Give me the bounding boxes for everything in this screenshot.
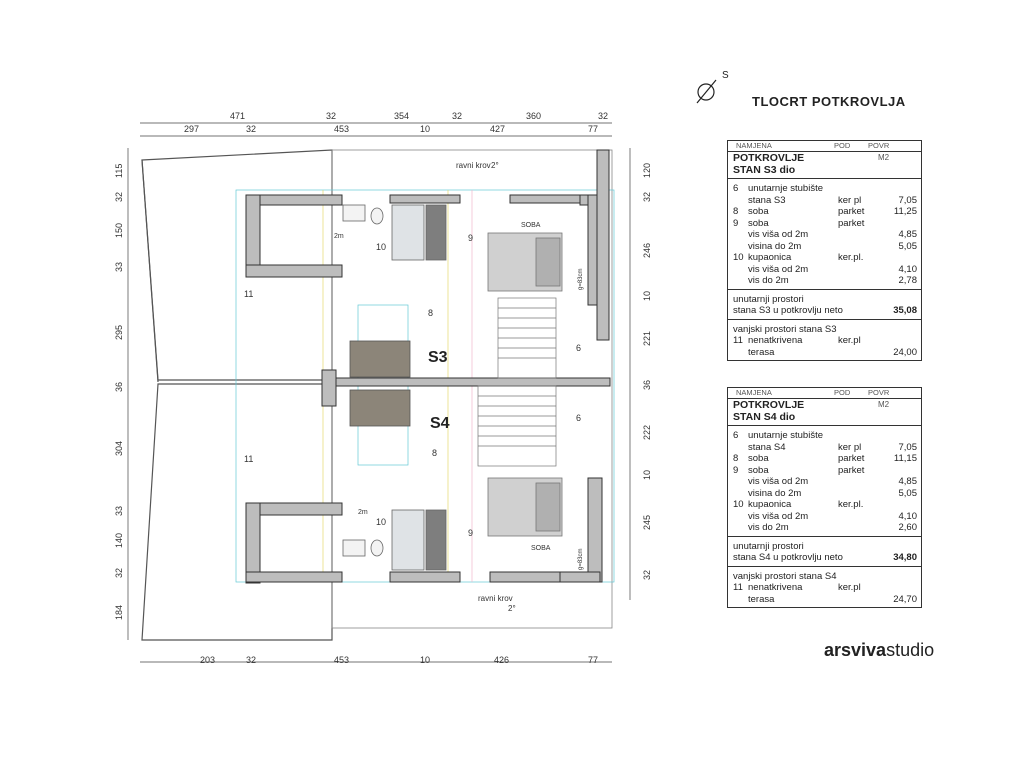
row-description: soba [748, 464, 769, 476]
roof-label: ravni krov [456, 161, 491, 170]
total-label: stana S3 u potkrovlju neto [733, 305, 843, 316]
room-number: 8 [432, 448, 438, 458]
row-number: 10 [733, 252, 744, 263]
row-description: stana S3 [748, 194, 786, 206]
dim-value: 10 [642, 290, 652, 301]
brand-bold: arsviva [824, 640, 887, 660]
row-area: 4,10 [898, 263, 917, 275]
table-row [728, 264, 921, 276]
studio-logo [824, 640, 934, 661]
room-number: 10 [376, 517, 387, 527]
dim-value: 33 [114, 261, 124, 272]
dim-value: 427 [490, 124, 506, 134]
dim-left [114, 164, 124, 620]
row-number: 10 [733, 499, 744, 510]
dim-value: 36 [642, 379, 652, 390]
dim-value: 32 [114, 191, 124, 202]
row-description: kupaonica [748, 252, 792, 263]
dim-right [642, 163, 652, 580]
row-description: nenatkrivena [748, 335, 803, 346]
dim-value: 246 [642, 242, 652, 258]
dim-value: 36 [114, 381, 124, 392]
row-description: vis do 2m [748, 275, 789, 286]
table-header [728, 388, 921, 399]
row-floor: parket [838, 464, 865, 476]
row-area: 4,85 [898, 229, 917, 240]
dim-value: 32 [598, 111, 609, 121]
table-row [728, 476, 921, 488]
north-arrow-icon [697, 80, 716, 103]
table-row [728, 229, 921, 241]
dim-value: 77 [588, 655, 599, 665]
row-description: soba [748, 453, 769, 464]
table-row [728, 522, 921, 534]
rooms-section [728, 426, 921, 537]
col-namjena: NAMJENA [736, 388, 772, 397]
wardrobe-note: g=83cm [578, 268, 584, 290]
dim-value: 295 [114, 324, 124, 340]
dim-bottom [200, 655, 598, 665]
dim-value: 32 [114, 567, 124, 578]
dim-value: 77 [588, 124, 599, 134]
table-row [728, 582, 921, 594]
table-row [728, 511, 921, 523]
table-row [728, 594, 921, 606]
dim-value: 10 [420, 124, 431, 134]
row-description: vis viša od 2m [748, 476, 809, 487]
row-description: soba [748, 206, 769, 217]
dim-value: 453 [334, 124, 350, 134]
outdoor-section [728, 567, 921, 608]
row-number: 6 [733, 183, 739, 194]
total-section [728, 537, 921, 567]
col-povr: POVR [868, 388, 890, 397]
outdoor-section [728, 320, 921, 361]
row-number: 9 [733, 217, 739, 229]
total-value: 34,80 [893, 552, 917, 563]
wardrobe-note: g=83cm [578, 548, 584, 570]
dim-value: 184 [114, 604, 124, 620]
party-wall [322, 378, 610, 386]
col-povr: POVR [868, 141, 890, 150]
table-title [728, 152, 921, 179]
row-description: vis do 2m [748, 522, 789, 533]
row-floor: ker.pl. [838, 499, 864, 510]
row-floor: parket [838, 206, 865, 217]
area-table-s4 [727, 387, 922, 608]
total-value: 35,08 [893, 305, 917, 316]
room-number: 8 [428, 308, 434, 318]
row-description: visina do 2m [748, 487, 802, 499]
room-number: 9 [468, 528, 474, 538]
title-line: STAN S3 dio [733, 164, 796, 176]
row-floor: parket [838, 217, 865, 229]
row-description: vis viša od 2m [748, 510, 809, 522]
dim-value: 140 [114, 532, 124, 548]
total-row [728, 305, 921, 317]
row-area: 4,10 [898, 510, 917, 522]
dim-value: 471 [230, 111, 246, 121]
table-row [728, 252, 921, 264]
roof-slope: 2° [491, 161, 499, 170]
table-row [728, 465, 921, 477]
brand-rest: studio [886, 640, 935, 660]
table-row [728, 206, 921, 218]
table-row [728, 442, 921, 454]
row-floor: ker.pl [838, 582, 861, 593]
row-description: unutarnje stubište [748, 430, 823, 441]
row-description: terasa [748, 593, 775, 605]
total-row [728, 541, 921, 553]
dim-value: 10 [420, 655, 431, 665]
row-description: visina do 2m [748, 240, 802, 252]
row-number: 9 [733, 464, 739, 476]
outdoor-title: vanjski prostori stana S3 [733, 323, 837, 335]
room-number: 11 [244, 454, 254, 464]
total-row [728, 552, 921, 564]
row-number: 6 [733, 430, 739, 441]
dim-value: 32 [246, 124, 257, 134]
row-area: 5,05 [898, 487, 917, 499]
room-number: 10 [376, 242, 387, 252]
table-row [728, 453, 921, 465]
dim-value: 120 [642, 162, 652, 178]
row-area: 7,05 [898, 441, 917, 453]
wall-column [322, 370, 336, 406]
row-floor: ker pl [838, 194, 862, 206]
table-row [728, 241, 921, 253]
row-number: 8 [733, 453, 739, 464]
dim-top-outer [230, 111, 608, 121]
row-floor: ker.pl. [838, 252, 864, 263]
row-description: terasa [748, 346, 775, 358]
roof-slope: 2° [508, 604, 516, 613]
dim-value: 32 [642, 569, 652, 580]
dim-value: 32 [246, 655, 257, 665]
dim-value: 32 [452, 111, 463, 121]
dim-value: 203 [200, 655, 216, 665]
row-description: stana S4 [748, 441, 786, 453]
title-line: POTKROVLJE [733, 152, 805, 164]
room-number: 6 [576, 343, 582, 353]
row-description: vis viša od 2m [748, 263, 809, 275]
row-description: unutarnje stubište [748, 183, 823, 194]
terrace-outline [142, 150, 332, 640]
row-floor: ker.pl [838, 335, 861, 346]
height-mark: 2m [358, 509, 368, 516]
dim-value: 115 [114, 163, 124, 178]
unit-label-s4: S4 [430, 415, 450, 432]
table-row [728, 499, 921, 511]
dim-value: 426 [494, 655, 510, 665]
area-table-s3 [727, 140, 922, 361]
outdoor-title: vanjski prostori stana S4 [733, 570, 837, 582]
total-section [728, 290, 921, 320]
table-row [728, 195, 921, 207]
col-namjena: NAMJENA [736, 141, 772, 150]
north-letter: S [722, 70, 729, 81]
table-row [728, 488, 921, 500]
dim-value: 360 [526, 111, 542, 121]
row-number: 8 [733, 206, 739, 217]
outdoor-title-row [728, 324, 921, 336]
room-number: 9 [468, 233, 474, 243]
dim-value: 32 [642, 191, 652, 202]
height-mark: 2m [334, 233, 344, 240]
total-label: unutarnji prostori [733, 540, 804, 552]
total-row [728, 294, 921, 306]
unit-label-s3: S3 [428, 349, 448, 366]
table-header [728, 141, 921, 152]
row-area: 2,78 [898, 275, 917, 286]
unit-label: M2 [878, 400, 890, 409]
row-area: 11,15 [893, 453, 917, 464]
total-label: stana S4 u potkrovlju neto [733, 552, 843, 563]
sheet-title: TLOCRT POTKROVLJA [752, 94, 906, 109]
dim-value: 221 [642, 330, 652, 346]
row-area: 24,70 [893, 593, 917, 605]
table-row [728, 183, 921, 195]
room-type-label: SOBA [531, 545, 551, 552]
dim-value: 354 [394, 111, 410, 121]
dim-value: 32 [326, 111, 337, 121]
table-row [728, 430, 921, 442]
row-area: 24,00 [893, 346, 917, 358]
row-area: 11,25 [893, 206, 917, 217]
row-floor: ker pl [838, 441, 862, 453]
row-area: 4,85 [898, 476, 917, 487]
row-description: vis viša od 2m [748, 229, 809, 240]
dim-value: 33 [114, 505, 124, 516]
col-pod: POD [834, 141, 851, 150]
row-description: nenatkrivena [748, 582, 803, 593]
row-description: kupaonica [748, 499, 792, 510]
table-row [728, 335, 921, 347]
row-area: 7,05 [898, 194, 917, 206]
row-description: soba [748, 217, 769, 229]
table-row [728, 218, 921, 230]
room-type-label: SOBA [521, 222, 541, 229]
table-row [728, 347, 921, 359]
room-number: 11 [244, 289, 254, 299]
table-row [728, 275, 921, 287]
total-label: unutarnji prostori [733, 293, 804, 305]
dim-value: 245 [642, 514, 652, 530]
dim-value: 304 [114, 440, 124, 456]
row-area: 5,05 [898, 240, 917, 252]
title-line: POTKROVLJE [733, 399, 805, 411]
row-floor: parket [838, 453, 865, 464]
row-number: 11 [733, 582, 743, 593]
dim-value: 150 [114, 222, 124, 238]
roof-label: ravni krov [478, 594, 513, 603]
table-title [728, 399, 921, 426]
col-pod: POD [834, 388, 851, 397]
dim-value: 297 [184, 124, 200, 134]
title-line: STAN S4 dio [733, 411, 796, 423]
rooms-section [728, 179, 921, 290]
row-area: 2,60 [898, 522, 917, 533]
dim-value: 222 [642, 424, 652, 440]
outdoor-title-row [728, 571, 921, 583]
dim-value: 453 [334, 655, 350, 665]
dim-value: 10 [642, 469, 652, 480]
row-number: 11 [733, 335, 743, 346]
room-number: 6 [576, 413, 582, 423]
dim-top-inner [184, 124, 598, 134]
unit-label: M2 [878, 153, 890, 162]
